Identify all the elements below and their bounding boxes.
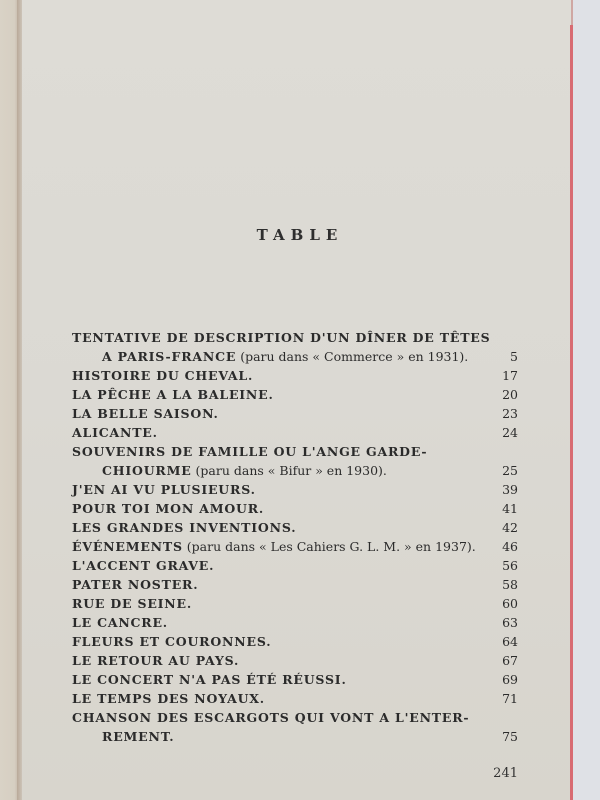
entry-title: LE CANCRE. xyxy=(72,615,168,630)
toc-entry xyxy=(72,632,518,651)
entry-page: 67 xyxy=(502,653,518,668)
entry-page: 58 xyxy=(502,577,518,592)
toc-entry xyxy=(72,613,518,632)
entry-title: REMENT. xyxy=(102,729,175,744)
entry-title: CHANSON DES ESCARGOTS QUI VONT A L'ENTER- xyxy=(72,710,470,725)
toc-entry xyxy=(72,575,518,594)
entry-title: LE TEMPS DES NOYAUX. xyxy=(72,691,265,706)
toc-entry xyxy=(72,442,518,461)
entry-page: 17 xyxy=(502,368,518,383)
toc-entry xyxy=(72,556,518,575)
entry-page: 63 xyxy=(502,615,518,630)
entry-title: RUE DE SEINE. xyxy=(72,596,192,611)
entry-page: 71 xyxy=(502,691,518,706)
entry-title: LA PÊCHE A LA BALEINE. xyxy=(72,387,274,402)
previous-page-edge xyxy=(0,0,18,800)
table-of-contents xyxy=(72,328,518,746)
entry-title: LA BELLE SAISON. xyxy=(72,406,219,421)
toc-entry xyxy=(72,518,518,537)
toc-entry xyxy=(72,651,518,670)
entry-page: 24 xyxy=(502,425,518,440)
entry-title: HISTOIRE DU CHEVAL. xyxy=(72,368,254,383)
entry-page: 5 xyxy=(510,349,518,364)
entry-title: SOUVENIRS DE FAMILLE OU L'ANGE GARDE- xyxy=(72,444,428,459)
entry-title: ALICANTE. xyxy=(72,425,158,440)
entry-page: 42 xyxy=(502,520,518,535)
entry-title: FLEURS ET COURONNES. xyxy=(72,634,272,649)
toc-entry xyxy=(72,366,518,385)
entry-page: 25 xyxy=(502,463,518,478)
toc-entry xyxy=(72,708,518,727)
entry-title: ÉVÉNEMENTS (paru dans « Les Cahiers G. L. M. » en 1937). xyxy=(72,539,476,554)
entry-page: 23 xyxy=(502,406,518,421)
toc-entry xyxy=(72,461,518,480)
toc-entry xyxy=(72,594,518,613)
entry-page: 41 xyxy=(502,501,518,516)
entry-title: LE RETOUR AU PAYS. xyxy=(72,653,240,668)
entry-title: A PARIS-FRANCE (paru dans « Commerce » en 1931). xyxy=(102,349,469,364)
toc-entry xyxy=(72,328,518,347)
entry-title: TENTATIVE DE DESCRIPTION D'UN DÎNER DE TÊTES xyxy=(72,330,491,345)
entry-title: LE CONCERT N'A PAS ÉTÉ RÉUSSI. xyxy=(72,672,347,687)
toc-entry xyxy=(72,499,518,518)
toc-entry xyxy=(72,347,518,366)
entry-title: L'ACCENT GRAVE. xyxy=(72,558,215,573)
toc-entry xyxy=(72,689,518,708)
page-number: 241 xyxy=(493,766,518,781)
entry-page: 69 xyxy=(502,672,518,687)
entry-title: POUR TOI MON AMOUR. xyxy=(72,501,265,516)
page-title: TABLE xyxy=(256,226,344,244)
toc-entry xyxy=(72,404,518,423)
toc-entry xyxy=(72,480,518,499)
toc-entry xyxy=(72,727,518,746)
entry-page: 64 xyxy=(502,634,518,649)
entry-title: PATER NOSTER. xyxy=(72,577,199,592)
toc-entry xyxy=(72,670,518,689)
entry-page: 60 xyxy=(502,596,518,611)
entry-page: 75 xyxy=(502,729,518,744)
background-surface xyxy=(573,0,600,800)
entry-title: J'EN AI VU PLUSIEURS. xyxy=(72,482,256,497)
toc-entry xyxy=(72,423,518,442)
entry-page: 20 xyxy=(502,387,518,402)
toc-entry xyxy=(72,537,518,556)
entry-page: 39 xyxy=(502,482,518,497)
entry-title: CHIOURME (paru dans « Bifur » en 1930). xyxy=(102,463,387,478)
toc-entry xyxy=(72,385,518,404)
entry-page: 56 xyxy=(502,558,518,573)
entry-title: LES GRANDES INVENTIONS. xyxy=(72,520,297,535)
entry-page: 46 xyxy=(502,539,518,554)
